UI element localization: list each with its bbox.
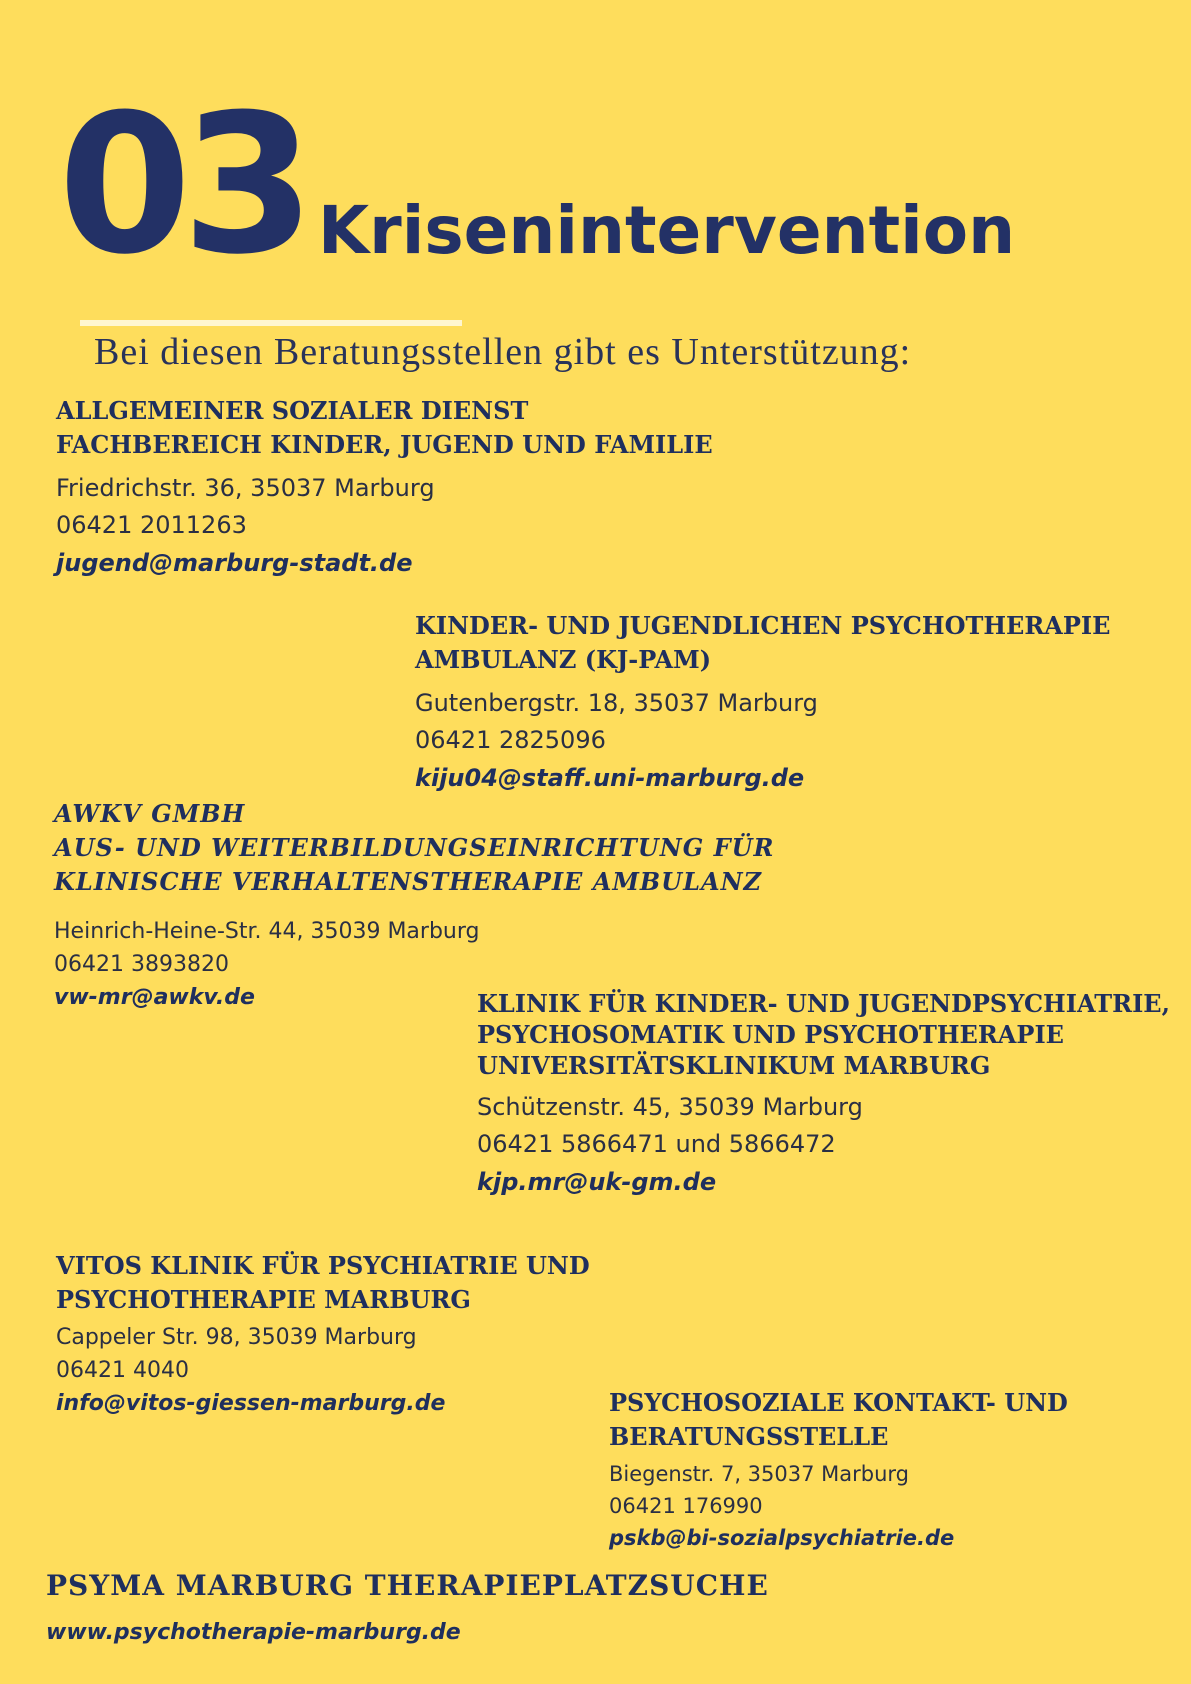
entry-phone: 06421 2825096: [415, 726, 606, 754]
entry-heading: [56, 394, 713, 462]
entry-heading: [56, 1249, 590, 1317]
entry-email[interactable]: pskb@bi-sozialpsychiatrie.de: [609, 1526, 955, 1550]
entry-heading-line: AMBULANZ (KJ-PAM): [415, 645, 712, 674]
service-entry-asd: [56, 394, 713, 582]
entry-phone: 06421 5866471 und 5866472: [477, 1130, 836, 1158]
entry-email[interactable]: kiju04@staff.uni-marburg.de: [415, 764, 805, 792]
entry-heading-line: KINDER- UND JUGENDLICHEN PSYCHOTHERAPIE: [415, 611, 1111, 640]
entry-phone: 06421 4040: [56, 1358, 189, 1383]
entry-heading-line: PSYCHOTHERAPIE MARBURG: [56, 1285, 471, 1314]
entry-address: Schützenstr. 45, 35039 Marburg: [477, 1093, 863, 1121]
entry-address: Heinrich-Heine-Str. 44, 35039 Marburg: [54, 919, 480, 944]
entry-heading-line: AUS- UND WEITERBILDUNGSEINRICHTUNG FÜR: [54, 833, 775, 862]
entry-heading-line: KLINIK FÜR KINDER- UND JUGENDPSYCHIATRIE,: [477, 989, 1170, 1018]
entry-email[interactable]: kjp.mr@uk-gm.de: [477, 1168, 717, 1196]
footer-title: PSYMA MARBURG THERAPIEPLATZSUCHE: [46, 1569, 769, 1602]
entry-phone: 06421 176990: [609, 1494, 763, 1518]
entry-phone: 06421 3893820: [54, 952, 229, 977]
service-entry-awkv: [54, 797, 774, 1015]
entry-heading-line: PSYCHOSOMATIK UND PSYCHOTHERAPIE: [477, 1020, 1064, 1049]
entry-email[interactable]: info@vitos-giessen-marburg.de: [56, 1391, 446, 1416]
entry-heading: [609, 1386, 1068, 1454]
entry-address: Friedrichstr. 36, 35037 Marburg: [56, 474, 435, 502]
entry-heading-line: VITOS KLINIK FÜR PSYCHIATRIE UND: [56, 1251, 590, 1280]
service-entry-pskb: [609, 1386, 1068, 1554]
entry-address: Gutenbergstr. 18, 35037 Marburg: [415, 689, 818, 717]
entry-heading-line: BERATUNGSSTELLE: [609, 1422, 889, 1451]
entry-heading: [477, 988, 1170, 1081]
entry-address: Cappeler Str. 98, 35039 Marburg: [56, 1325, 417, 1350]
entry-heading-line: UNIVERSITÄTSKLINIKUM MARBURG: [477, 1051, 991, 1080]
entry-phone: 06421 2011263: [56, 511, 247, 539]
entry-email[interactable]: jugend@marburg-stadt.de: [56, 549, 413, 577]
intro-text: Bei diesen Beratungsstellen gibt es Unterstützung:: [94, 331, 912, 373]
entry-heading: [54, 797, 774, 899]
entry-heading-line: FACHBEREICH KINDER, JUGEND UND FAMILIE: [56, 430, 713, 459]
service-entry-vitos: [56, 1249, 590, 1421]
entry-heading-line: PSYCHOSOZIALE KONTAKT- UND: [609, 1388, 1068, 1417]
footer-website-link[interactable]: www.psychotherapie-marburg.de: [46, 1620, 461, 1645]
page-title: Krisenintervention: [318, 192, 1016, 269]
entry-heading-line: KLINISCHE VERHALTENSTHERAPIE AMBULANZ: [54, 867, 763, 896]
service-entry-kjp: [477, 988, 1170, 1201]
divider: [80, 320, 462, 326]
entry-heading: [415, 609, 1110, 677]
service-entry-kjpam: [415, 609, 1110, 797]
entry-address: Biegenstr. 7, 35037 Marburg: [609, 1462, 909, 1486]
entry-email[interactable]: vw-mr@awkv.de: [54, 985, 255, 1010]
section-number: 03: [58, 74, 306, 297]
entry-heading-line: AWKV GMBH: [54, 799, 246, 828]
entry-heading-line: ALLGEMEINER SOZIALER DIENST: [56, 396, 529, 425]
